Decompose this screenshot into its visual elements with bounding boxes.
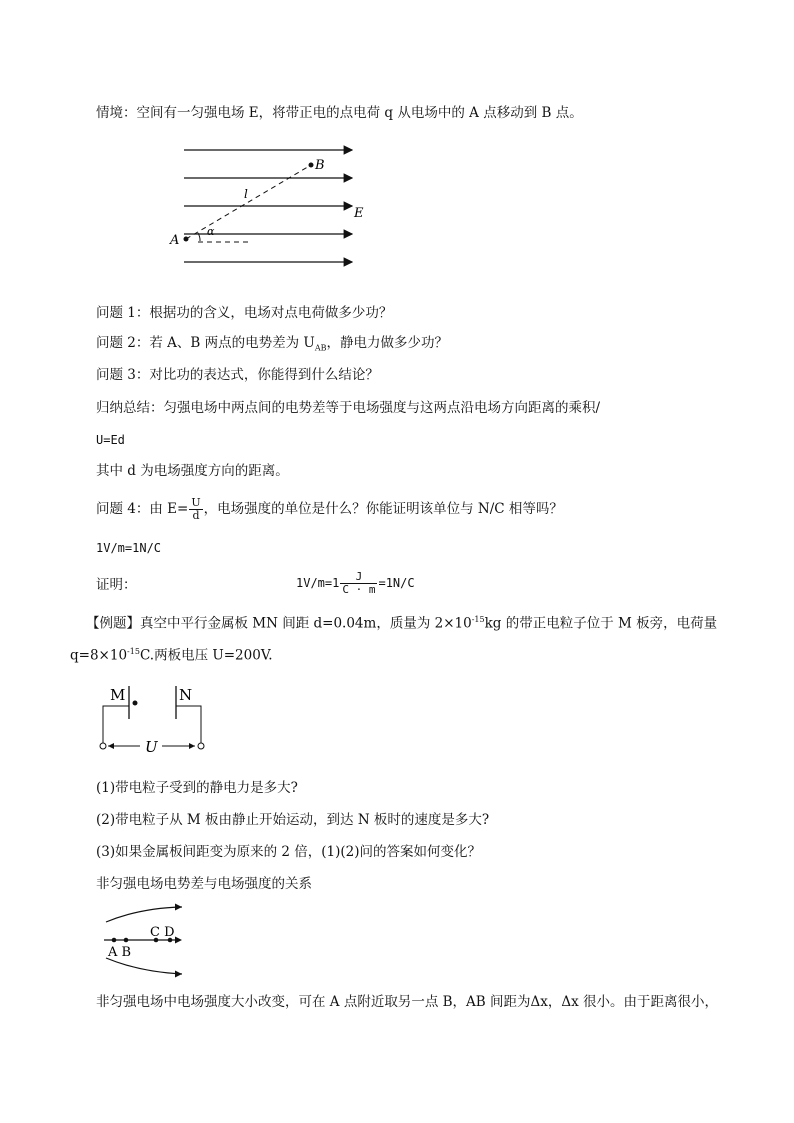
uniform-field-figure — [160, 138, 400, 278]
label-E: E — [354, 206, 364, 221]
label-U: U — [145, 738, 158, 756]
point-B — [124, 938, 129, 943]
summary-text: 归纳总结：匀强电场中两点间的电势差等于电场强度与这两点沿电场方向距离的乘积/ — [96, 400, 601, 416]
unit-equation: 1V/m=1N/C — [96, 541, 162, 555]
wire-left — [103, 706, 129, 743]
wire-right — [176, 706, 201, 743]
particle — [133, 701, 138, 706]
proof-label: 证明： — [96, 577, 137, 593]
question-3: 问题 3：对比功的表达式，你能得到什么结论？ — [96, 367, 379, 383]
label-AB: A B — [108, 945, 132, 960]
sub-question-2: (2)带电粒子从 M 板由静止开始运动，到达 N 板时的速度是多大? — [96, 812, 490, 828]
point-A — [184, 237, 189, 242]
point-B — [309, 163, 314, 168]
example-line-1: 【例题】真空中平行金属板 MN 间距 d=0.04m，质量为 $2\times 10^{-15}kg$ 的带正电粒子位于 M 板旁，电荷量 — [86, 615, 718, 632]
terminal-left — [100, 743, 106, 749]
label-A: A — [170, 233, 180, 248]
field-curve-bottom — [106, 958, 182, 974]
path-AB — [186, 165, 311, 239]
nonuniform-title: 非匀强电场电势差与电场强度的关系 — [96, 876, 312, 892]
label-alpha: α — [207, 225, 215, 238]
point-A — [112, 938, 117, 943]
label-l: l — [244, 187, 248, 201]
formula-u-ed: U=Ed — [96, 433, 125, 447]
field-curve-top — [106, 907, 182, 922]
nonuniform-field-figure — [100, 902, 210, 982]
proof-formula: 1V/m=1 $\frac{J}{C \cdot m}$ =1N/C — [296, 570, 415, 596]
plates-figure — [96, 682, 226, 762]
label-N: N — [179, 686, 193, 704]
question-1: 问题 1：根据功的含义，电场对点电荷做多少功？ — [96, 305, 393, 321]
scenario-text: 情境：空间有一匀强电场 E，将带正电的点电荷 q 从电场中的 A 点移动到 B 点。 — [96, 105, 583, 121]
example-line-2: $q=8\times 10^{-15}C$.两板电压 U=200V. — [70, 647, 273, 664]
field-lines — [184, 150, 352, 262]
question-4: 问题 4：由 E= $\frac{U}{d}$ ，电场强度的单位是什么？你能证明该单位与 N/C 相等吗？ — [96, 496, 563, 522]
question-2: 问题 2：若 A、B 两点的电势差为 $U_{AB}$，静电力做多少功？ — [96, 335, 448, 353]
sub-question-3: (3)如果金属板间距变为原来的 2 倍，(1)(2)问的答案如何变化？ — [96, 844, 482, 860]
nonuniform-text: 非匀强电场中电场强度大小改变，可在 A 点附近取另一点 B，AB 间距为Δx，Δx 很小。由于距离很小， — [96, 994, 719, 1010]
sub-question-1: (1)带电粒子受到的静电力是多大? — [96, 780, 298, 796]
fraction-j-over-cm: $\frac{J}{C \cdot m}$ — [342, 570, 376, 596]
label-M: M — [110, 686, 126, 704]
terminal-right — [198, 743, 204, 749]
fraction-u-over-d: $\frac{U}{d}$ — [191, 496, 201, 522]
d-definition: 其中 d 为电场强度方向的距离。 — [96, 463, 289, 479]
label-B: B — [315, 158, 325, 173]
label-CD: C D — [150, 925, 175, 940]
